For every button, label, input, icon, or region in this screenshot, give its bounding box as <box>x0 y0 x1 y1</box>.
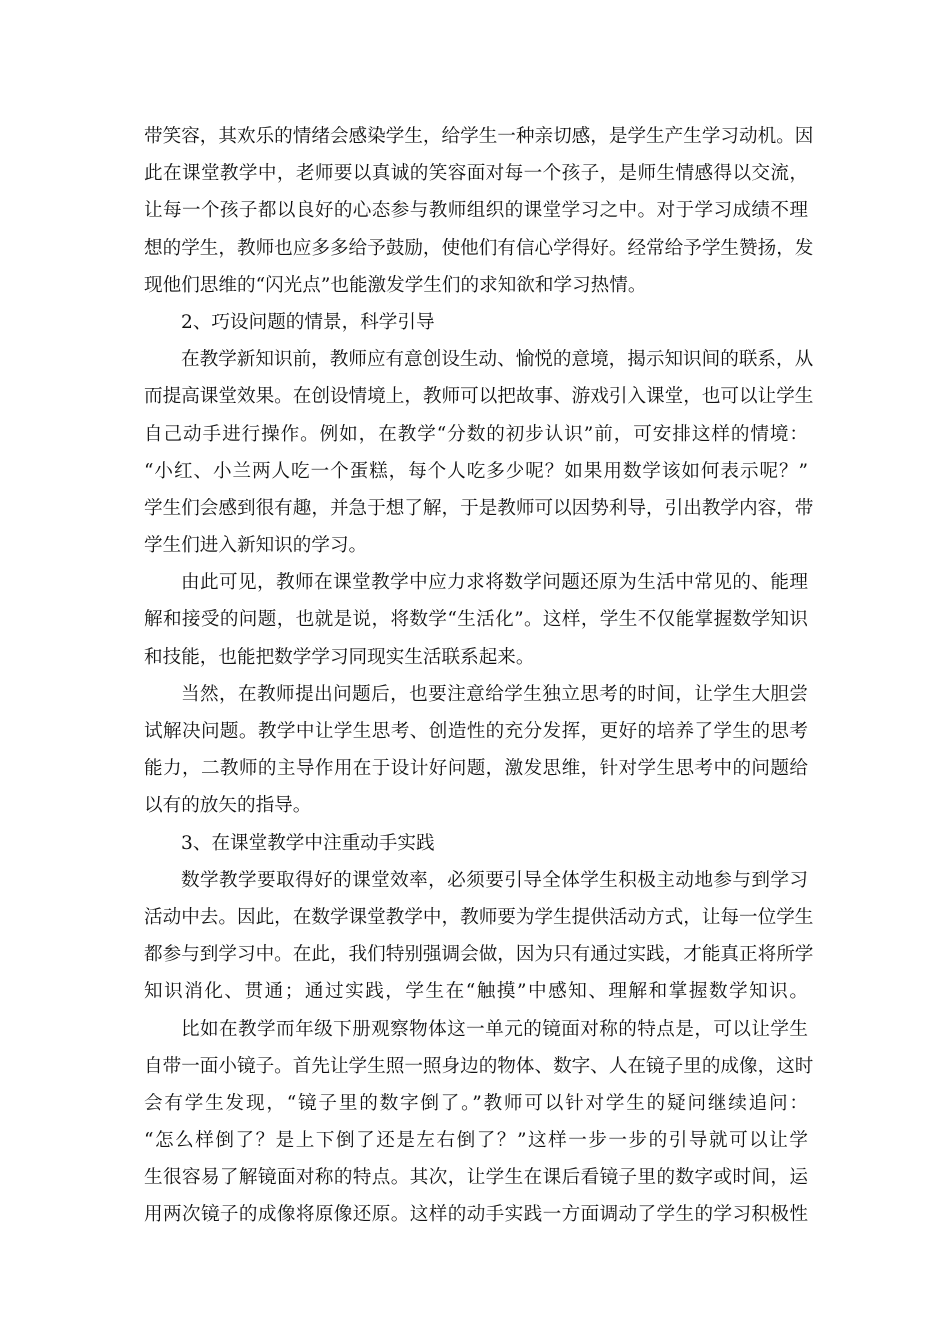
text-line: 当然，在教师提出问题后，也要注意给学生独立思考的时间，让学生大胆尝 <box>181 683 808 705</box>
text-line: 解和接受的问题，也就是说，将数学“生活化”。这样，学生不仅能掌握数学知识 <box>144 609 808 631</box>
body-text <box>144 118 814 1234</box>
text-line: 在教学新知识前，教师应有意创设生动、愉悦的意境，揭示知识间的联系，从 <box>181 349 814 371</box>
text-line: 知识消化、贯通；通过实践，学生在“触摸”中感知、理解和掌握数学知识。 <box>144 981 808 1003</box>
text-line: “小红、小兰两人吃一个蛋糕，每个人吃多少呢？如果用数学该如何表示呢？” <box>144 460 808 482</box>
text-line: 自己动手进行操作。例如，在教学“分数的初步认识”前，可安排这样的情境： <box>144 423 808 445</box>
text-line: “怎么样倒了？是上下倒了还是左右倒了？”这样一步一步的引导就可以让学 <box>144 1130 808 1152</box>
text-line: 数学教学要取得好的课堂效率，必须要引导全体学生积极主动地参与到学习 <box>181 869 808 891</box>
text-line: 和技能，也能把数学学习同现实生活联系起来。 <box>144 646 535 668</box>
section-heading: 3、在课堂教学中注重动手实践 <box>181 832 435 854</box>
text-line: 都参与到学习中。在此，我们特别强调会做，因为只有通过实践，才能真正将所学 <box>144 944 814 966</box>
text-line: 能力，二教师的主导作用在于设计好问题，激发思维，针对学生思考中的问题给 <box>144 758 808 780</box>
text-line: 此在课堂教学中，老师要以真诚的笑容面对每一个孩子，是师生情感得以交流， <box>144 163 808 185</box>
text-line: 用两次镜子的成像将原像还原。这样的动手实践一方面调动了学生的学习积极性 <box>144 1204 808 1226</box>
text-line: 自带一面小镜子。首先让学生照一照身边的物体、数字、人在镜子里的成像，这时 <box>144 1055 814 1077</box>
text-line: 由此可见，教师在课堂教学中应力求将数学问题还原为生活中常见的、能理 <box>181 572 808 594</box>
text-line: 想的学生，教师也应多多给予鼓励，使他们有信心学得好。经常给予学生赞扬，发 <box>144 237 814 259</box>
text-line: 让每一个孩子都以良好的心态参与教师组织的课堂学习之中。对于学习成绩不理 <box>144 200 808 222</box>
text-line: 会有学生发现，“镜子里的数字倒了。”教师可以针对学生的疑问继续追问： <box>144 1092 808 1114</box>
text-line: 现他们思维的“闪光点”也能激发学生们的求知欲和学习热情。 <box>144 274 647 296</box>
text-line: 学生们进入新知识的学习。 <box>144 535 368 557</box>
text-line: 而提高课堂效果。在创设情境上，教师可以把故事、游戏引入课堂，也可以让学生 <box>144 386 814 408</box>
text-line: 活动中去。因此，在数学课堂教学中，教师要为学生提供活动方式，让每一位学生 <box>144 906 814 928</box>
text-line: 带笑容，其欢乐的情绪会感染学生，给学生一种亲切感，是学生产生学习动机。因 <box>144 126 814 147</box>
section-heading: 2、巧设问题的情景，科学引导 <box>181 311 435 333</box>
text-line: 以有的放矢的指导。 <box>144 795 312 817</box>
text-line: 比如在教学而年级下册观察物体这一单元的镜面对称的特点是，可以让学生 <box>181 1018 808 1040</box>
text-line: 学生们会感到很有趣，并急于想了解，于是教师可以因势利导，引出教学内容，带 <box>144 497 814 519</box>
text-line: 生很容易了解镜面对称的特点。其次，让学生在课后看镜子里的数字或时间，运 <box>144 1167 808 1189</box>
text-line: 试解决问题。教学中让学生思考、创造性的充分发挥，更好的培养了学生的思考 <box>144 721 808 742</box>
